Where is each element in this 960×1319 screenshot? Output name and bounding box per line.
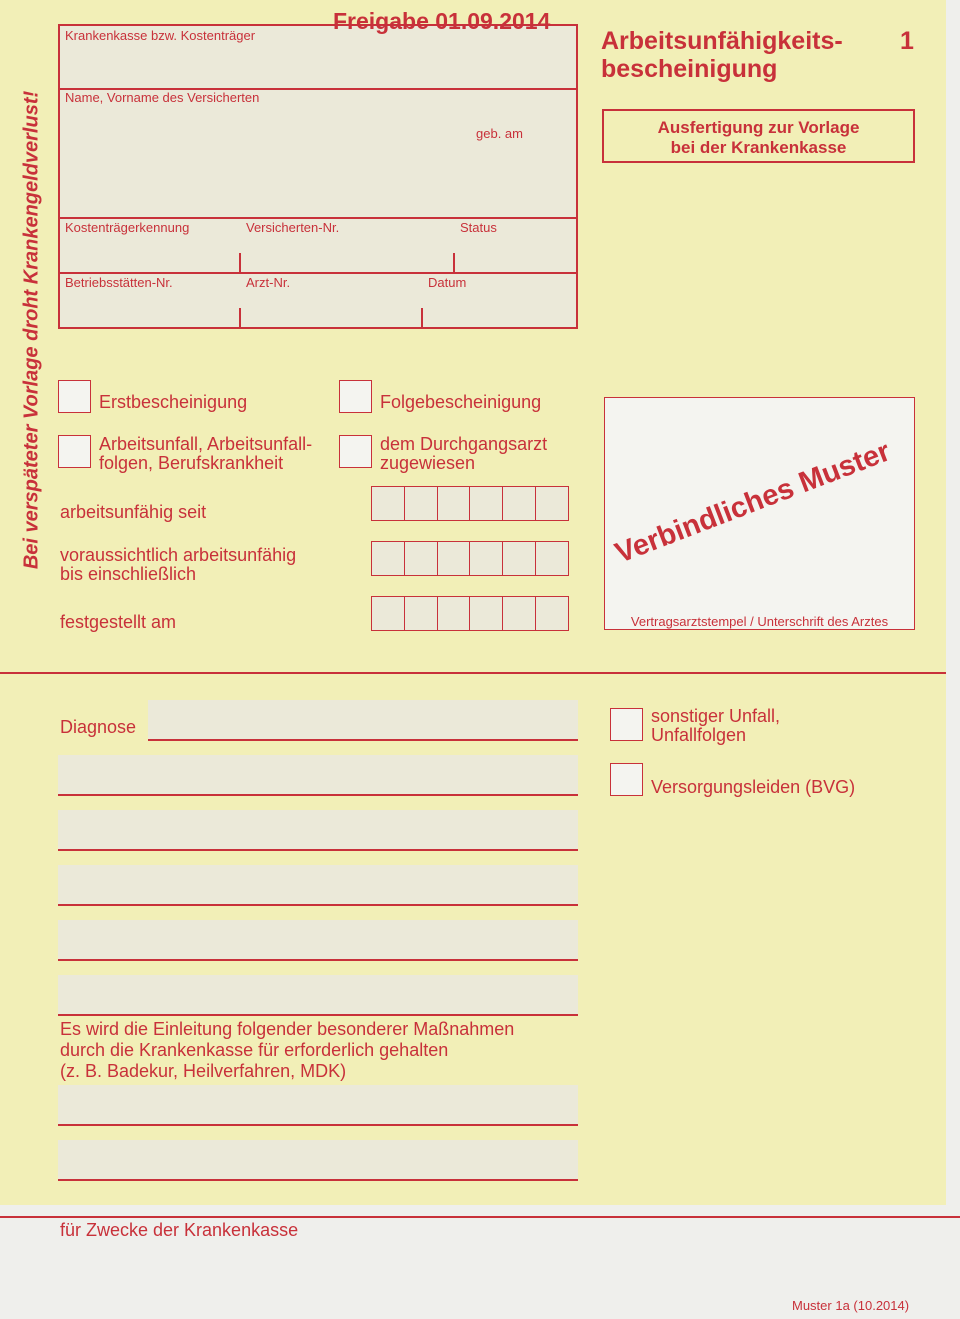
- field-underline: [58, 1014, 578, 1016]
- field-underline: [58, 1179, 578, 1181]
- transit-doctor-label-2: zugewiesen: [380, 453, 476, 473]
- field-underline: [58, 794, 578, 796]
- date-label: Datum: [428, 275, 467, 290]
- divider: [453, 253, 455, 272]
- insurer-label: Krankenkasse bzw. Kostenträger: [65, 28, 256, 43]
- bvg-label: Versorgungsleiden (BVG): [651, 777, 856, 797]
- established-date-field[interactable]: [371, 596, 569, 631]
- copy-note-line1: Ausfertigung zur Vorlage: [657, 118, 860, 137]
- diagnosis-field-2[interactable]: [58, 755, 578, 794]
- until-label-2: bis einschließlich: [60, 564, 197, 584]
- side-warning: Bei verspäteter Vorlage droht Krankengeldverlust!: [20, 90, 43, 570]
- transit-doctor-checkbox[interactable]: [339, 435, 372, 468]
- copy-number: 1: [900, 27, 914, 55]
- divider: [421, 308, 423, 328]
- form-title-line1: Arbeitsunfähigkeits-: [601, 27, 843, 55]
- measures-line-1: Es wird die Einleitung folgender besonderer Maßnahmen: [60, 1019, 515, 1039]
- divider: [58, 272, 578, 274]
- footer-purpose: für Zwecke der Krankenkasse: [60, 1220, 299, 1240]
- bvg-checkbox[interactable]: [610, 763, 643, 796]
- first-certificate-label: Erstbescheinigung: [99, 392, 248, 412]
- follow-certificate-label: Folgebescheinigung: [380, 392, 542, 412]
- other-accident-checkbox[interactable]: [610, 708, 643, 741]
- other-accident-label-1: sonstiger Unfall,: [651, 706, 781, 726]
- field-underline: [58, 959, 578, 961]
- dob-label: geb. am: [476, 126, 523, 141]
- status-label: Status: [460, 220, 497, 235]
- diagnosis-field-3[interactable]: [58, 810, 578, 849]
- measures-field-2[interactable]: [58, 1140, 578, 1179]
- field-underline: [58, 849, 578, 851]
- until-date-field[interactable]: [371, 541, 569, 576]
- other-accident-label-2: Unfallfolgen: [651, 725, 747, 745]
- payer-id-label: Kostenträgerkennung: [65, 220, 190, 235]
- divider: [239, 253, 241, 272]
- follow-certificate-checkbox[interactable]: [339, 380, 372, 413]
- site-no-label: Betriebsstätten-Nr.: [65, 275, 173, 290]
- work-accident-label-1: Arbeitsunfall, Arbeitsunfall-: [99, 434, 313, 454]
- until-label-1: voraussichtlich arbeitsunfähig: [60, 545, 297, 565]
- established-label: festgestellt am: [60, 612, 177, 632]
- first-certificate-checkbox[interactable]: [58, 380, 91, 413]
- diagnosis-field-6[interactable]: [58, 975, 578, 1014]
- measures-line-3: (z. B. Badekur, Heilverfahren, MDK): [60, 1061, 347, 1081]
- field-underline: [148, 739, 578, 741]
- field-underline: [58, 904, 578, 906]
- form-id: Muster 1a (10.2014): [792, 1298, 910, 1313]
- divider: [239, 308, 241, 328]
- measures-field-1[interactable]: [58, 1085, 578, 1124]
- work-accident-checkbox[interactable]: [58, 435, 91, 468]
- measures-line-2: durch die Krankenkasse für erforderlich gehalten: [60, 1040, 449, 1060]
- stamp-caption: Vertragsarztstempel / Unterschrift des Arztes: [630, 614, 889, 629]
- section-divider: [0, 672, 946, 674]
- insured-no-label: Versicherten-Nr.: [246, 220, 340, 235]
- since-label: arbeitsunfähig seit: [60, 502, 207, 522]
- transit-doctor-label-1: dem Durchgangsarzt: [380, 434, 548, 454]
- field-underline: [58, 1124, 578, 1126]
- sample-watermark: Verbindliches Muster: [610, 435, 895, 570]
- form-title-line2: bescheinigung: [601, 55, 778, 83]
- divider: [58, 217, 578, 219]
- diagnosis-field-5[interactable]: [58, 920, 578, 959]
- name-label: Name, Vorname des Versicherten: [65, 90, 260, 105]
- diagnosis-field-1[interactable]: [148, 700, 578, 739]
- release-stamp: Freigabe 01.09.2014: [333, 8, 551, 34]
- diagnosis-field-4[interactable]: [58, 865, 578, 904]
- since-date-field[interactable]: [371, 486, 569, 521]
- diagnosis-label: Diagnose: [60, 717, 137, 737]
- footer-divider: [0, 1216, 960, 1218]
- copy-note-line2: bei der Krankenkasse: [670, 138, 847, 157]
- work-accident-label-2: folgen, Berufskrankheit: [99, 453, 284, 473]
- doctor-no-label: Arzt-Nr.: [246, 275, 291, 290]
